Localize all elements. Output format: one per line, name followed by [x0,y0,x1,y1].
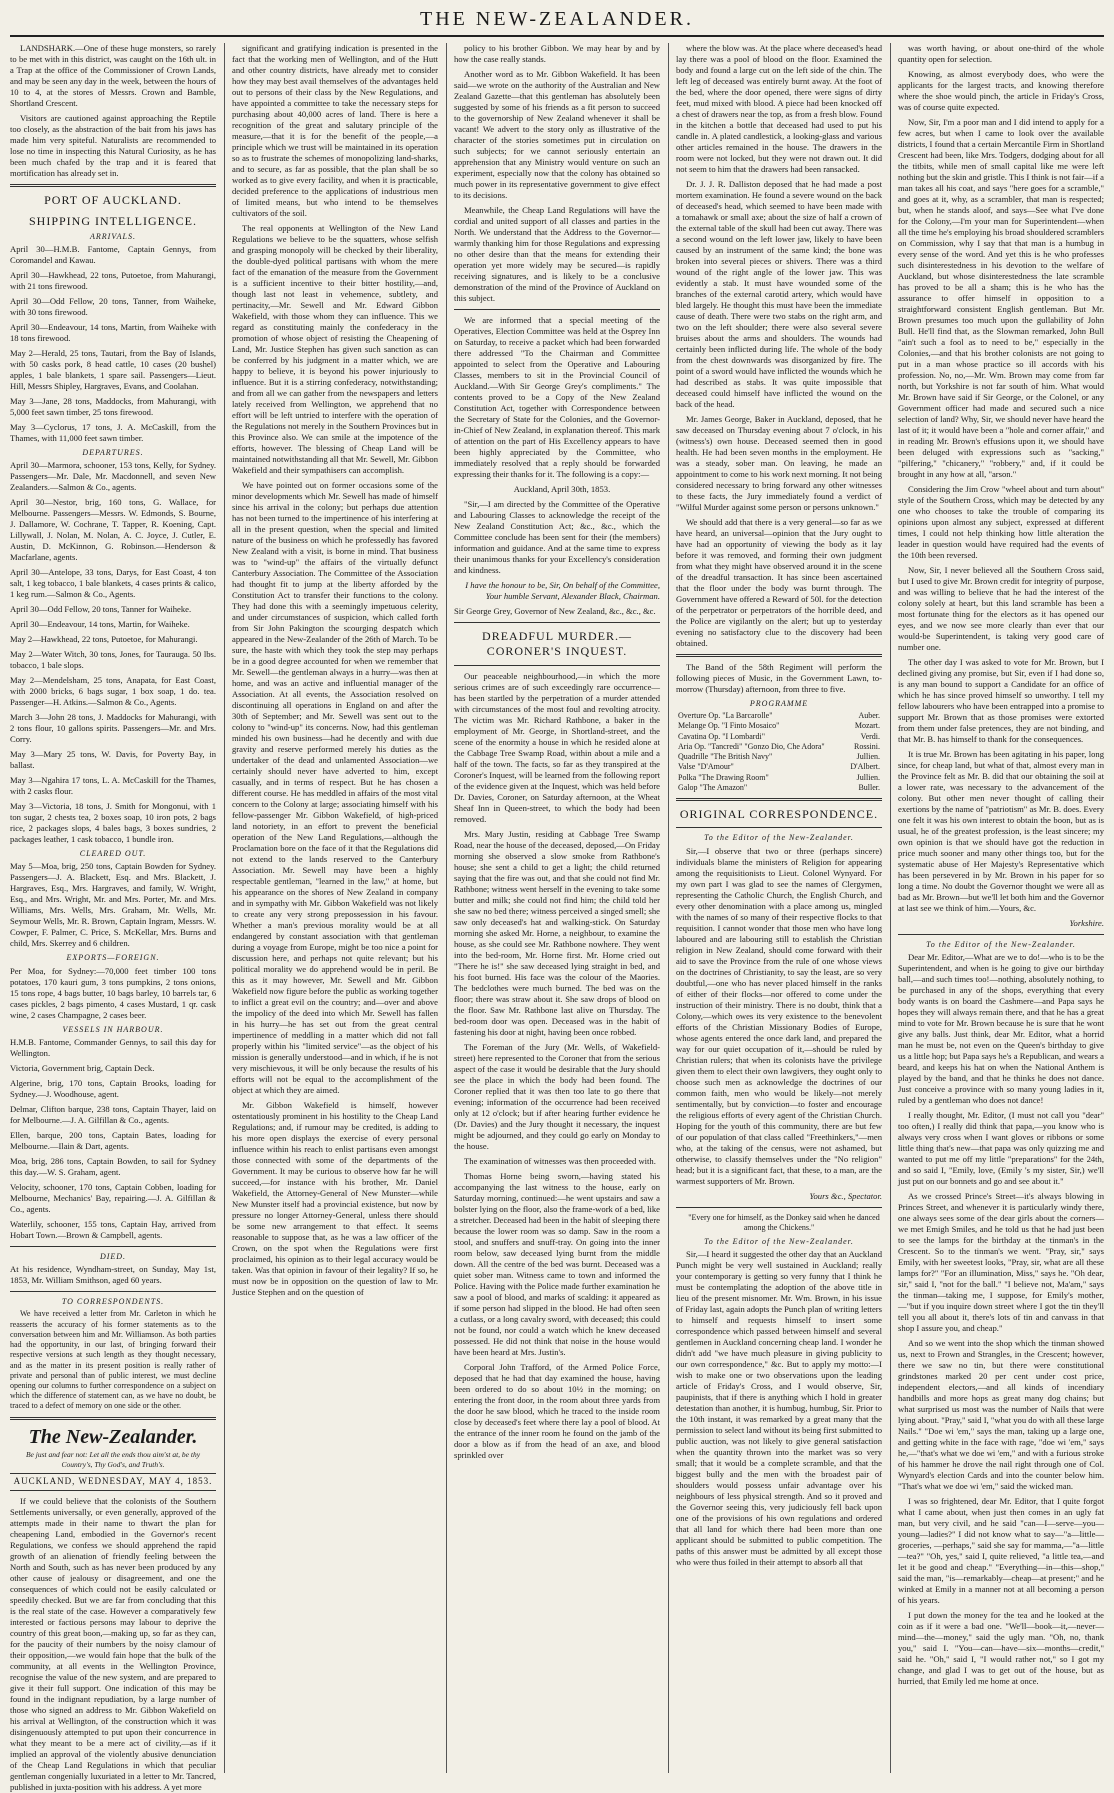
divider [898,934,1104,935]
letter-paragraph: As we crossed Prince's Street—it's always blowing in Princes Street, and whenever it is particularly windy there, one always sees some of the dear girls about the corners—we met Emigh Smiles, and he told us that he had just been to see the lamps for the birthday at the tinman's in the Crescent. So to the tinman's we went. "Pray, sir," says Emily, with her sweetest looks, "Pray, sir, what are all these lamps for?" "For an illumination, Miss," says he. "Oh dear, sir," said I, "not for the ball." "I believe not, Ma'am," says the tinman—taking me, I suppose, for Emily's mother,—"but if you inquire down street where I got the tin they'll tell you all about it, there's lots of tin and canvass in that shop I assure you, and cheap." [898,1191,1104,1334]
programme-row [676,752,882,762]
departure-item: April 30—Nestor, brig, 160 tons, G. Wallace, for Melbourne. Passengers—Messrs. W. Edmonds, S. Bourne, J. Dallamore, W. Cochrane, T. Tapper, R. Koening, Capt. Lillywall, J. Nolan, M. Nolan, A. C. Joyce, J. Cutler, E. Austin, D. McKinnon, G. Robinson.—Henderson & Macfarlane, agents. [10,497,216,563]
murder-paragraph: Corporal John Trafford, of the Armed Police Force, deposed that he had that day examined the house, having been ordered to do so about 10½ in the morning; on entering the front door, in the room about three yards from the door he saw blood, which he traced to the inside room close by deceased's feet where there lay a pool of blood. At the entrance of the inner room he found on the jamb of the door a blow as if from the head of an axe, and blood sprinkled over [454,1361,660,1460]
editorial-paragraph: If we could believe that the colonists of the Southern Settlements universally, or even generally, approved of the attempts made in their name to thwart the plan for cheapening Land, embodied in the Governor's recent Regulations, we confess we should apprehend the rapid growth of an alienation of friendly feeling between the North and South, such as has never been produced by any other cause of jealousy or disagreement, and one the consequences of which could not be easily calculated or speedily checked. But we are far from concluding that this is the real state of the case. However a comparatively few interested or factious persons may labour to deprive the country of this great boon,—making up, so far as they can, for the paucity of their numbers by the noisy clamour of their opposition,—we would fain hope that the bulk of the community, at all events in the Wellington Province, recognise the value of the new system, and are prepared to give it their full support. One indication of this may be found in the indignant repudiation, by a large number of those who signed an address to Mr. Gibbon Wakefield on his arrival at Wellington, of the construction which it was disingenuously attempted to put upon their concurrence in what they meant to be a mere act of civility,—as if it implied an approval of the violently abusive denunciation of the Cheap Land Regulations in which that peculiar gentleman congenially luxuriated in a letter to Mr. Tancred, published in juxta-position with his address. A yet more [10,1496,216,1792]
departure-item: May 3—Ngahira 17 tons, L. A. McCaskill for the Thames, with 2 casks flour. [10,775,216,797]
editorial-paragraph: Another word as to Mr. Gibbon Wakefield. It has been said—we wrote on the authority of the Australian and New Zealand Gazette—that this gentleman has absolutely been suggested by some of his friends as a fit person to succeed to the governorship of New Zealand whenever it shall be vacant! We advert to the story only as illustrative of the character of the stories sometimes put in circulation on such subjects; for we cannot seriously entertain an apprehension that any Ministry would venture on such an experiment, especially now that the colony has obtained so much power in its representative government to give effect to its decisions. [454,69,660,200]
programme-composer: D'Albert. [850,762,880,772]
letter-motto: "Every one for himself, as the Donkey said when he danced among the Chickens." [688,1212,880,1232]
programme-piece: Melange Op. "I Finto Mosaico" [678,721,780,731]
programme-row [676,721,882,731]
meeting-report: We are informed that a special meeting of the Operatives, Election Committee was held at the Osprey Inn on Saturday, to receive a packet which had been forwarded there addressed "To the Chairman and Committee appointed to select from the Operative and Labouring Classes, members to sit in the Provincial Council of Auckland.—With Sir George Grey's compliments." The contents proved to be a Copy of the New Zealand Constitution Act, together with Correspondence between the Secretary of State for the Colonies, and the Governor-in-Chief of New Zealand, in explanation thereof. This mark of attention on the part of His Excellency appears to have been highly appreciated by the Committee, who immediately resolved that a reply should be forwarded expressing their thanks for it. The following is a copy:— [454,315,660,479]
murder-heading: DREADFUL MURDER.—CORONER'S INQUEST. [482,629,632,659]
harbour-item: Ellen, barque, 200 tons, Captain Bates, loading for Melbourne.—Ilain & Dart, agents. [10,1129,216,1151]
murder-paragraph: Our peaceable neighbourhood,—in which the more serious crimes are of such exceedingly rare occurrence—has been startled by the perpetration of a murder attended with circumstances of the most foul and revolting atrocity. The victim was Mr. Richard Rathbone, a baker in the employment of Mr. George, in Shortland-street, and the scene of the enormity a house in which he resided alone at the Cabbage Tree Swamp Road, within about a mile and a half of the town. The facts, so far as they transpired at the Coroner's Inquest, will be learned from the following report of the evidence given at the Inquest, which was held before Dr. Davies, Coroner, on Saturday afternoon, at the Wheat Sheaf Inn in Queen-street, to which the body had been removed. [454,670,660,824]
programme-label: PROGRAMME [749,699,809,708]
departure-item: March 3—John 28 tons, J. Maddocks for Mahurangi, with 2 tons flour, 10 gallons spirits. Passengers—Mr. and Mrs. Corry. [10,712,216,745]
editorial-paragraph: Meanwhile, the Cheap Land Regulations will have the cordial and united support of all classes and parties in the North. We understand that the Address to the Governor—warmly thanking him for those Regulations and expressing no other desire than that the means for extending their operation yet more widely may be secured—is rapidly receiving signatures, and is likely to be a conclusive demonstration of the mind of the Province of Auckland on this subject. [454,205,660,303]
divider [676,827,882,828]
letter-paragraph: Knowing, as almost everybody does, who were the applicants for the largest tracts, and knowing therefore where the shoe would pinch, the article in Friday's Cross, was of course quite expected. [898,69,1104,112]
died-label: DIED. [99,1251,127,1261]
port-heading: PORT OF AUCKLAND. [44,193,182,207]
letter-paragraph: was worth having, or about one-third of the whole quantity open for selection. [898,43,1104,64]
programme-composer: Buller. [858,782,880,792]
column-3 [446,43,660,1773]
divider [10,1417,216,1420]
died-notice: At his residence, Wyndham-street, on Sunday, May 1st, 1853, Mr. William Smithson, aged 60 years. [10,1264,216,1286]
arrival-item: May 3—Jane, 28 tons, Maddocks, from Mahurangi, with 5,000 feet sawn timber, 25 tons firewood. [10,395,216,417]
departure-item: May 2—Water Witch, 30 tons, Jones, for Taurauga. 50 lbs. tobacco, 1 bale slops. [10,649,216,671]
departure-item: May 2—Hawkhead, 22 tons, Putoetoe, for Mahurangi. [10,634,198,645]
programme-row [676,711,882,721]
departure-item: April 30—Endeavour, 14 tons, Martin, for Waiheke. [10,619,190,630]
letter-paragraph: Dear Mr. Editor,—What are we to do!—who is to be the Superintendent, and when is he going to give our birthday ball,—and such times too!—nothing, absolutely nothing, to be purchased in any of the shops, everything that every body wants is on board the Cashmere—and Papa says he hopes they will always remain there, and that he has a great mind to vote for Mr. Brown because he is sure that he wont give any balls. Just think, dear Mr. Editor, what a horrid man he must be, not even on the Queen's birthday to give us a little hop; but Papa says he's a Republican, and wears a beard, and keeps his hat on when the National Anthem is played by the band, and that he thinks he does not dance. Just conceive a province with so many young ladies in it, ruled by a gentleman who does not dance! [898,952,1104,1106]
programme-row [676,762,882,772]
programme-piece: Polka "The Drawing Room" [678,772,769,782]
to-editor-heading: To the Editor of the New-Zealander. [926,940,1076,949]
column-4 [668,43,882,1773]
murder-paragraph: We should add that there is a very general—so far as we have heard, an universal—opinion that the Jury ought to have had an opportunity of viewing the body as it lay before it was removed, and forming their own judgment from what they might have observed around it in the scene of the dreadful transaction. It has since been ascertained that the floor under the body was burnt through. The Government have offered a Reward of 50l. for the detection of the perpetrator or perpetrators of the horrible deed, and the Police are vigilantly on the alert; but up to yesterday evening no satisfactory clue to the discovery had been obtained. [676,517,883,648]
letter-body: "Sir,—I am directed by the Committee of the Operative and Labouring Classes to acknowledge the receipt of the New Zealand Constitution Act; &c., &c., which the Committee conclude has been sent for their (the members) information and guidance. And at the same time to express their unanimous thanks for your Excellency's consideration and kindness. [454,499,660,575]
letter-paragraph: It is true Mr. Brown has been agitating in his paper, long since, for cheap land, but what of that, almost every man in the Province felt as Mr. B. did that our obtaining the soil at a lower rate, was necessary to the advancement of the colony. But other men never thought of calling their exertions by the name of "patriotism" as Mr. B. does. Every one felt it was his own interest to obtain the boon, but as is usual, he of the greatest profession, is the least sincere; my own opinion is that we should have got the reduction in price much sooner and many other things too, but for the systematic abuse of Her Majesty's Representative which has been persevered in by Mr. Brown in his paper for so long a time. No doubt the Governor thought we were all as bad as Mr. Brown—but we'll let both him and the Governor at last see we think of him.—Yours, &c. [898,749,1104,913]
divider [454,309,660,310]
programme-composer: Jullien. [856,752,880,762]
letter-signature: Yours &c., Spectator. [809,1190,882,1201]
programme-row [676,742,882,752]
letter-paragraph: The other day I was asked to vote for Mr. Brown, but I declined giving any promise, but Sir, even if I had done so, is any man bound to support a Candidate for an office of which he has since proved himself so unworthy. I tell my fellow labourers who have been entrapped into a promise to support Mr. Brown that as those promises were extorted from them under false pretences, they are not binding, and that Mr. B. has himself to thank for the consequences. [898,657,1104,744]
programme-piece: Quadrille "The British Navy" [678,752,773,762]
dateline: AUCKLAND, WEDNESDAY, MAY 4, 1853. [10,1473,216,1491]
departure-item: April 30—Antelope, 33 tons, Darys, for East Coast, 4 ton salt, 1 keg tobacco, 1 bale blankets, 4 cases prints & calico, 1 keg rum.—Salmon & Co., Agents. [10,567,216,600]
newspaper-title: The New-Zealander. [28,1425,198,1448]
departure-item: May 2—Mendelsham, 25 tons, Anapata, for East Coast, with 2000 bricks, 6 bags sugar, 1 box soap, 1 do. tea. Passenger—H. Atkins.—Salmon & Co., Agents. [10,675,216,708]
harbour-item: Delmar, Clifton barque, 238 tons, Captain Thayer, laid on for Melbourne.—J. A. Gilfillan & Co., agents. [10,1103,216,1125]
column-2 [224,43,438,1773]
letter-paragraph: Now, Sir, I never believed all the Southern Cross said, but I used to give Mr. Brown credit for integrity of purpose, and was willing to believe that he had the interest of the colony solely at heart, but this land scramble has been a most fortunate thing for the electors as it has opened our eyes, and we now see more clearly than ever that our would-be Superintendent, is taking very good care of number one. [898,565,1104,652]
programme-piece: Cavatina Op. "I Lombardi" [678,731,765,741]
divider [454,665,660,666]
editorial-paragraph: significant and gratifying indication is presented in the fact that the working men of Wellington, and of the Hutt and other country districts, have already met to consider how they may best avail themselves of the advantages held out to persons of their class by the New Regulations, and have appointed a committee to take the necessary steps for purchasing about 40,000 acres of land. There is here a recognition of the great and salutary principle of the measure,—that it is for the benefit of the people,—a principle which we trust will be maintained in its operation so as to frustrate the schemes of monopolizing land-sharks, and to secure, as far as possible, that the plan shall be so worked as to give every facility, and when it is practicable, decided preference to the applications of industrious men of limited means, but who intend to be themselves cultivators of the soil. [232,43,438,218]
column-1 [10,43,216,1792]
harbour-item: H.M.B. Fantome, Commander Gennys, to sail this day for Wellington. [10,1036,216,1058]
departures-list [10,460,216,845]
column-5 [890,43,1104,1773]
letter-paragraph: Sir,—I observe that two or three (perhaps sincere) individuals blame the ministers of Religion for appearing among the requisitionists to Lieut. Colonel Wynyard. For my own part I was glad to see the names of Clergymen, representing the Catholic Church, the English Church, and every other denomination with a place among us, mingled with the names of so many of their respective flocks to that requisition. I cannot wonder that those men who have long laboured and are labouring still to establish the Christian religion in New Zealand, should come forward with their aid to save the Province from the rule of one whose views on the doctrines of Christianity, to say the least, are so very doubtful,—one who has never placed himself in the ranks of either of their flocks—nor offered to come under the instruction of their ministry. There is no doubt, think that a Colony,—which owes its very existence to the benevolent efforts of the Christian Missionary Bodies of Europe, whose agents entered the once dark land, and prepared the way for our quiet occupation of it,—should be ruled by Christian rulers; that when its colonists have the privilege given them to elect their own lawgivers, they ought only to choose such men as acknowledge the doctrines of our common faith, men who would be likely—not merely sentimentally, but by conviction—to foster and encourage the religious efforts of every agent of the Christian Church. Hoping for the youth of this community, there are but few of our population of that class called "Freethinkers,"—men who, at the taking of the census, were not ashamed, but otherwise, to classify themselves under the "No religion" head; but it is a significant fact, that these, to a man, are the warmest supporters of Mr. Brown. [676,845,882,1186]
programme-piece: Overture Op. "La Barcarolle" [678,711,773,721]
divider [10,184,216,187]
programme-row [676,773,882,783]
letter-paragraph: Considering the Jim Crow "wheel about and turn about" style of the Southern Cross, which may be detected by any one who chooses to take the trouble of comparing its opinions upon almost any subject, expressed at different times, I could not help thinking how little alteration the leader in question would have required had the events of the 10th been reversed. [898,484,1104,560]
letter-close: I have the honour to be, Sir, On behalf of the Committee, Your humble Servant, Alexander Black, Chairman. [465,580,660,601]
editorial-paragraph: policy to his brother Gibbon. We may hear by and by how the case really stands. [454,43,660,64]
to-editor-heading: To the Editor of the New-Zealander. [704,1237,854,1247]
masthead: THE NEW-ZEALANDER. [10,8,1104,37]
exports-item: Per Moa, for Sydney:—70,000 feet timber 100 tons potatoes, 170 kauri gum, 3 tons pumpkins, 2 tons onions, 15 tons rope, 4 bags butter, 10 bags barley, 10 barrels tar, 6 cases pickles, 2 bags pimento, 4 cases Mustard, 1 qr. cask wine, 2 cases Champagne, 2 cases beer. [10,965,216,1020]
divider [676,1207,882,1208]
letter-paragraph: And so we went into the shop which the tinman showed us, next to Frown and Strangles, in the Crescent; however, there we saw no tin, but there were constitutional grindstones marked 20 per cent under cost price, independent electors,—and all kinds of incendiary handbills and more hops as great many dog chains; but what surprised us most was the number of Nails that were lying about. "Pray," said I, "what you do with all these large Nails." "Doe wi 'em," says the man, taking up a large one, and getting white in the face with rage, "doe wi 'em," says he,—"that's what we doe wi 'em," and with a furious stroke of his hammer he drove the nail right through one of Col. Wynyard's election Cards and into the counter below him. "That's what we doe wi 'em," said the wicked man. [898,1338,1104,1492]
programme-table [676,711,882,793]
murder-paragraph: Thomas Horne being sworn,—having stated his accompanying the last witness to the house, early on Saturday morning, continued:—he went upstairs and saw a bolster lying on the floor, also the frame-work of a bed, like a stretcher. Deceased had been in the habit of sleeping there because the lower room was so damp. Saw in the room a stool, and snuffers and snuff-tray. On going into the inner room below, saw deceased lying burnt from the middle down. All the centre of the bed was burnt. Deceased was a quiet sober man. Witness came to town and informed the Police. Having with the Police made further examination he saw a pool of blood, and marks of scalding: it appeared as if some person had slipped in the blood. He had often seen a cutlass, or a long cavalry sword, with deceased; this could not be found, nor could a watch which he knew deceased possessed. He did not think that noise in the house would have been heard at Mrs. Justin's. [454,1170,660,1357]
band-notice: The Band of the 58th Regiment will perform the following pieces of Music, in the Government Lawn, to-morrow (Thursday) afternoon, from three to five. [676,662,882,694]
murder-paragraph: Dr. J. J. R. Dalliston deposed that he had made a post mortem examination. He found a severe wound on the back of deceased's head, which seemed to have been made with a tomahawk or small axe; about the size of half a crown of the external table of the skull had been cut away. There was a second wound on the left lower jaw, likely to have been caused by an instrument of the same kind; the bone was broken into several pieces or shivers. There was a third wound of the right angle of the lower jaw. This was evidently a stab. It must have wounded some of the branches of the external carotid artery, which would have bled largely. He thought this must have been the immediate cause of death. There were two stabs on the right arm, and two on the left shoulder; there were also several severe bruises about the arms and shoulders. The wounds had certainly been inflicted during life. The whole of the body from the chest downwards was disorganized by fire. The point of a sword would have inflicted the wounds which he had described as stabs. It was quite impossible that deceased could himself have inflicted the wound on the back of the head. [676,179,882,409]
newspaper-motto: Be just and fear not: Let all the ends thou aim'st at, be thy Country's, Thy God's, and Truth's. [25,1450,201,1469]
letter-date: Auckland, April 30th, 1853. [513,484,611,494]
exports-label: EXPORTS—FOREIGN. [66,953,160,963]
columns [10,43,1104,1792]
arrivals-list [10,244,216,444]
murder-paragraph: Mrs. Mary Justin, residing at Cabbage Tree Swamp Road, near the house of the deceased, deposed,—On Friday morning she observed a slow smoke from Rathbone's house; she sent a child to get a light; the child returned saying that the fire was out, and that she could not find Mr. Rathbone; witness went herself in the evening to take some butter and milk; she could not find him; the child told her she saw no bed there; witness perceived a singed smell; she saw only deceased's hat and walking-stick. On Saturday morning she asked Mr. Horne, a neighbour, to examine the house, as she could see Mr. Rathbone nowhere. They went into the bed-room, Mr. Horne first. Mr. Horne cried out "There he is!" she saw deceased lying straight in bed, and his foot burned. His face was the colour of the Maories. The bedclothes were much burned. The bed was on the floor; there was straw about it. She saw drops of blood on the floor. Saw Mr. Rathbone last alive on Thursday. The bed-room door was open. Deceased was in the habit of fastening his door at night, having been once robbed. [454,828,660,1037]
letter-signature: Yorkshire. [1069,918,1104,928]
cleared-item: May 5—Moa, brig, 250 tons, Captain Bowden for Sydney. Passengers—J. A. Blackett, Esq. and Mrs. Blackett, J. Hargraves, Esq., Mrs. Hargraves, and family, W. Wright, Esq., and Mrs. Wright, Mr. and Mrs. Porter, Mr. and Mrs. Williams, Mrs. Wells, Mrs. Graham, Mr. Wells, Mr. Seymour Wells, Mr. R. Brown, Captain Ingram, Messrs. W. Cowper, F. Palmer, C. Price, S. McKellar, Mrs. Burns and child, Mrs. Skerrey and 6 children. [10,861,216,949]
departure-item: April 30—Odd Fellow, 20 tons, Tanner for Waiheke. [10,604,192,615]
letter-paragraph: I really thought, Mr. Editor, (I must not call you "dear" too often,) I really did think that papa,—you know who is always very cross when I want gloves or ribbons or some little thing that's new—that papa was only quizzing me and wanted to put me off my little "preparations" for the 24th, and so said I, "Emily, love, (Emily 's my sister, Sir,) we'll just put on our bonnets and go and see about it." [898,1110,1104,1187]
harbour-list [10,1037,216,1241]
arrival-item: May 3—Cyclorus, 17 tons, J. A. McCaskill, from the Thames, with 11,000 feet sawn timber. [10,421,216,443]
programme-piece: Valse "D'Amour" [678,762,734,772]
murder-paragraph: Mr. James George, Baker in Auckland, deposed, that he saw deceased on Thursday evening about 7 o'clock, in his (witness's) own house. Deceased seemed then in good health. He had been seven months in the employment. He was a steady, sober man. On leaving, he made an appointment to come to his work next morning. It not being considered necessary to bring forward any other witnesses to these facts, the Jury immediately found a verdict of "Wilful Murder against some person or persons unknown." [676,414,882,512]
arrival-item: May 2—Herald, 25 tons, Tautari, from the Bay of Islands, with 50 casks pork, 8 head cattle, 10 cases (20 bushel) apples, 1 bale blankets, 1 spare sail. Passengers—Lieut. Hill, Messrs Shipley, Hargraves, Evans, and Coolahan. [10,347,216,391]
programme-piece: Aria Op. "Tancredi" "Gonzo Dio, Che Adora" [678,741,825,751]
departure-item: May 3—Mary 25 tons, W. Davis, for Poverty Bay, in ballast. [10,749,216,771]
cleared-label: CLEARED OUT. [79,849,147,859]
landshark-notice: LANDSHARK.—One of these huge monsters, so rarely to be met with in this district, was caught on the 16th ult. in a Trap at the office of the Commissioner of Crown Lands, and may be seen any day in the week, between the hours of 10 to 4, at the stores of Messrs. Crown and Bamble, Shortland Crescent. [10,43,216,108]
letter-paragraph: I was so frightened, dear Mr. Editor, that I quite forgot what I came about, when just then comes in an ugly fat man, but very civil, and he said "can—I—serve—you—young—ladies?" I did not know what to say—"a—little—groceries, —perhaps," said she say for mamma,—"a—little—tea?" "Oh, yes," said I, quite relieved, "a little tea,—and let it be good and cheap." "Everything—in—this—shop," said the man, "is—remarkably—cheap—at present;" and he winked at Emily in a manner not at all becoming a person of his years. [898,1496,1104,1606]
divider [10,1291,216,1292]
harbour-item: Velocity, schooner, 170 tons, Captain Cobben, loading for Melbourne, Mechanics' Bay, repairing.—J. A. Gilfillan & Co., agents. [10,1181,216,1214]
harbour-item: Victoria, Government brig, Captain Deck. [10,1062,155,1073]
divider [454,622,660,623]
murder-paragraph: The Foreman of the Jury (Mr. Wells, of Wakefield-street) here represented to the Coroner that from the serious aspect of the case it would be desirable that the Jury should see the place in which the body had been found. The Coroner replied that it was then too late to go there that evening; information of the occurrence had been received only at 12 o'clock; but if after hearing further evidence he (Dr. Davies) and the Jury thought it necessary, the inquest might be adjourned, and they could go early on Monday to the house. [454,1041,660,1151]
programme-composer: Rossini. [853,741,880,751]
editorial-paragraph: We have pointed out on former occasions some of the minor developments which Mr. Sewell has made of himself since his arrival in the colony; but perhaps due attention has not been turned to the impertinence of his interfering at all in the present question, when the special and limited nature of the business on which he professedly has favored New Zealand with a visit, is borne in mind. That business was to "wind-up" the affairs of the virtually defunct Canterbury Association. The Committee of the Association had thought fit to jump at the liberty afforded by the Constitution Act to transfer their functions to the colony. They had done this with a seemingly impetuous celerity, and under circumstances of suspicion, which called forth from Sir John Pakington the scourging despatch which appeared in the New-Zealander of the 26th of March. To be sure, the haste with which they took the step may perhaps be in a good degree accounted for when we remember that Mr. Sewell—the gentleman always in a hurry—was then at home, and was an active and influential manager of the Association. At all events, the Association resolved on discontinuing all operations in England on and after the 30th of September; and Mr. Sewell was sent out to the colony to "wind-up" its concerns. Now, had this gentleman minded his own business—had he decently and with due gravity and reserve performed merely his duties as the undertaker of the dead and unlamented Association—we certainly should never have adverted to him, except casually, and in terms of respect. But he has chosen a different course. He has meddled in affairs of the most vital concern to the Colony at large; associating himself with his fellow-passenger Mr. Gibbon Wakefield, of high-priced land notoriety, in an effort to prevent the beneficial operation of the New Land Regulations,—although the Proclamation bore on the face of it that the Regulations did not extend to the lands reserved to the Canterbury Association. Mr. Sewell may have been a highly respectable gentleman, "learned in the law," at home, but his appearance on the shores of New Zealand in company and in sympathy with Mr. Gibbon Wakefield was not likely to create any very strong prepossession in his favour. Whether a man's previous morality would be at all endangered by constant association with that gentleman during a voyage from Europe, might be too nice a point for discussion here, and perhaps not quite relevant; but his political morality we do apprehend would be in peril. Be this as it may however, Mr. Sewell and Mr. Gibbon Wakefield now figure before the public as working together to inflict a great evil on the country; and—over and above the impolicy of the deed into which Mr. Sewell has fallen in his hurry—he has set out from the great central impertinence of meddling in a matter which did not fall properly within his "limited service"—as the object of his mission is generally understood—and in which, if he is not very mischievous, it will be only because the results of his efforts will not be equal to the accomplishment of the object at which they are aimed. [232,480,438,1095]
programme-row [676,732,882,742]
arrival-item: April 30—Hawkhead, 22 tons, Putoetoe, from Mahurangi, with 21 tons firewood. [10,269,216,291]
divider [676,654,882,657]
departure-item: May 3—Victoria, 18 tons, J. Smith for Mongonui, with 1 ton sugar, 2 chests tea, 2 boxes soap, 10 iron pots, 2 bags rice, 2 packages slops, 4 bales bags, 3 boxes sundries, 2 packages leather, 1 cask tobacco, 1 bundle iron. [10,801,216,845]
divider [676,798,882,801]
programme-composer: Auber. [858,711,880,721]
shipping-heading: SHIPPING INTELLIGENCE. [29,214,197,229]
to-editor-heading: To the Editor of the New-Zealander. [704,833,854,843]
arrival-item: April 30—Endeavour, 14 tons, Martin, from Waiheke with 18 tons firewood. [10,321,216,343]
divider [10,1246,216,1247]
letter-paragraph: Sir,—I heard it suggested the other day that an Auckland Punch might be very well sustained in Auckland; really your contemporary is getting so very funny that I think he must be contemplating the adoption of the above title in lieu of the present misnomer. Mr. Wm. Brown, in his issue of Friday last, again adopts the Punch plan of writing letters to himself and requests himself to insert some correspondence which passed between himself and several gentlemen in Auckland concerning cheap land. I wonder he didn't add "we have much pleasure in giving publicity to our own correspondence," &c. But to apply my motto:—I wish to make one or two observations upon the leading article of Friday's Cross, and I would observe, Sir, paupinists, that if there is anything which I hold in greater detestation than another, it is humbug, humbug, Sir. Prior to the 10th instant, it was remarked by a great many that the permission to select land without its being first submitted to public auction, was not likely to give general satisfaction when the quantity thrown into the market was so very small; that it would be a complete scramble, and that the biggest bully and the men with the broadest pair of shoulders would possess unfair advantage over his neighbours of less physical strength. And so it proved and the Governor seeing this, very judiciously fell back upon one of the provisions of his own regulations and ordered that all land for which there had been more than one applicant should be submitted to public competition. The paths of this answer must be admitted by all except those who were thus foiled in their attempt to absorb all that [676,1249,882,1568]
editorial-title-block [10,1425,216,1470]
murder-paragraph: where the blow was. At the place where deceased's head lay there was a pool of blood on the floor. Examined the body and found a large cut on the left side of the chin. The left leg of deceased was entirely burnt away. At the foot of the bed, where the door opened, there were signs of dirty feet, mud mixed with blood. A piece had been knocked off a chest of drawers near the top, as from a fresh blow. Found in the kitchen a bottle that deceased had used to put his candle in. A plated candlestick, a looking-glass and various other articles remained in the house. The drawers in the room were not locked, but they were not drawn out. It did not seem to him that the drawers had been ransacked. [676,43,882,174]
programme-piece: Galop "The Amazon" [678,782,748,792]
programme-row [676,783,882,793]
visitors-notice: Visitors are cautioned against approaching the Reptile too closely, as the abstraction of the bait from his jaws has made him very spiteful. Naturalists are recommended to lose no time in inspecting this Natural Curiosity, as he has been much chafed by the trap and it is feared that mortification has already set in. [10,113,216,178]
harbour-item: Waterlily, schooner, 155 tons, Captain Hay, arrived from Hobart Town.—Brown & Campbell, agents. [10,1218,216,1240]
correspondents-notice: We have received a letter from Mr. Carleton in which he reasserts the accuracy of his former statements as to the conversation between him and Mr. Williamson. As both parties had the opportunity, in our last, of bringing forward their respective versions at such length as they thought necessary, and as the matter in its present position is really rather of private and personal than of public interest, we must decline opening our columns to further correspondence on a subject on which the difference of statement can, as we have no doubt, be traced to a defect of memory on one side or the other. [10,1309,216,1411]
arrivals-label: ARRIVALS. [90,231,136,241]
editorial-paragraph: Mr. Gibbon Wakefield is himself, however ostentatiously prominent in his hostility to the Cheap Land Regulations; and, if rumour may be credited, is adding to his more open displays the exercise of every personal influence within his reach to enlist partisans even amongst those connected with some of the departments of the Government. It may be curious to observe how far he will succeed,—for instance with his brother, Mr. Daniel Wakefield, the Attorney-General of New Munster—while New Munster itself had a provincial existence, but now by pressure no longer Attorney-General, unless there should be some new arrangement to that effect. It seems reasonable to suppose that, as he was a law officer of the Crown, on the spot when the Regulations were first proclaimed, his opinion as to their legal accuracy would be taken. Was that opinion in favour of their legality? If so, he must now be in opposition on the question of law to Mr. Justice Stephen and on the question of [232,1100,438,1297]
harbour-item: Algerine, brig, 170 tons, Captain Brooks, loading for Sydney.—J. Woodhouse, agent. [10,1077,216,1099]
programme-composer: Jullien. [856,772,880,782]
programme-composer: Verdi. [860,731,880,741]
letter-paragraph: Now, Sir, I'm a poor man and I did intend to apply for a few acres, but when I came to look over the available districts, I found that a certain Mercantile Firm in Shortland Crescent had been, like Mrs. Todgers, dodging about for all the titbits, while men of small capital like me were left nothing but the skin and gristle. This I think is not fair—if a man takes all his coat, and says "here goes for a scramble," and goes at it, why, as a scrambler, that man is respected; but, when he stands aloof, and says—See what I've done for the Colony,—I'm your man for Superintendent—when all the time he's employing his broad shouldered scramblers on Commission, why I say that that man is a humbug in every sense of the word. And yet this is he who professes such disinterestedness in his devotion to the welfare of Auckland, but whose disinterestedness the late scramble has proved to be all a sham; this is he who has the assurance to offer himself in opposition to a straightforward consistent English gentleman. But Mr. Brown presumes too much upon the gullability of John Bull. He'll find that, as the Slowman remarked, John Bull "ain't such a fool as to need to be," especially in the Colonies,—and that his brother colonists are not going to put in a man whose practice so ill accords with his profession. No, no,—Mr. Wm. Brown may come from far north, but Yorkshire is not far south of him. What would Mr. Brown have said if Sir George, or the Colonel, or any Government officer had made and secured such a nice selection of land? Why, Sir, we should never have heard the last of it; it would have been a "hole and corner affair," and in reading Mr. Brown's effusions upon it, we should have been deluged with expressions such as "sacking," "pilfering," "chicanery," "robbery," and, if it could be brought in any how at all, "arson." [898,117,1104,479]
letter-addressee: Sir George Grey, Governor of New Zealand, &c., &c., &c. [454,606,656,616]
departure-item: April 30—Marmora, schooner, 153 tons, Kelly, for Sydney. Passengers—Mr. Dale, Mr. Macdonnell, and seven New Zealanders.—Salmon & Co., agents. [10,460,216,493]
murder-paragraph: The examination of witnesses was then proceeded with. [464,1155,656,1166]
harbour-label: VESSELS IN HARBOUR. [62,1024,164,1034]
arrival-item: April 30—Odd Fellow, 20 tons, Tanner, from Waiheke, with 30 tons firewood. [10,295,216,317]
correspondents-label: TO CORRESPONDENTS. [61,1297,165,1307]
departures-label: DEPARTURES. [82,447,144,457]
editorial-paragraph: The real opponents at Wellington of the New Land Regulations we believe to be the squatters, whose selfish and grasping monopoly will be checked by their liberality, the double-dyed political partisans with whom the mere fact of the emanation of the measure from the Government is a sufficient incentive to their bitter hostility,—and, though last not least in vehemence, subtlety, and pertinacity,—Mr. Sewell and Mr. Edward Gibbon Wakefield, with those whom they can influence. This we regard as constituting mainly the confederacy in the promotion of whose object of resisting the Cheapening of Land, Mr. Justice Stephen has given such sanction as can be conferred by his judgment in a matter which, we are happy to believe, it is beyond his power injuriously to influence. But it is a stirring confederacy, notwithstanding; and from all we can gather from the newspapers and letters lately received from Wellington, we apprehend that no effort will be left untried to interfere with the operation of the Regulations not merely in the Southern Provinces but in this Province also. We can smile at the impotence of the efforts, however. The blessing of Cheap Land will be maintained notwithstanding all that Mr. Sewell, Mr. Gibbon Wakefield and their sympathisers can accomplish. [232,223,438,475]
arrival-item: April 30—H.M.B. Fantome, Captain Gennys, from Coromandel and Kawau. [10,243,216,265]
programme-composer: Mozart. [854,721,880,731]
correspondence-heading: ORIGINAL CORRESPONDENCE. [679,807,879,822]
harbour-item: Moa, brig, 286 tons, Captain Bowden, to sail for Sydney this day.—W. S. Graham, agent. [10,1155,216,1177]
letter-paragraph: I put down the money for the tea and he looked at the coin as if it were a bad one. "We'll—book—it,—never—mind—the—money," said the ugly man. "Oh, no, thank you," said I. "You—can—have—six—months—credit," said he. "Oh," said I, "I would rather not," so I got my change, and glad I was to get out of the house, but as hurried, that Emily led me home at once. [898,1610,1104,1687]
